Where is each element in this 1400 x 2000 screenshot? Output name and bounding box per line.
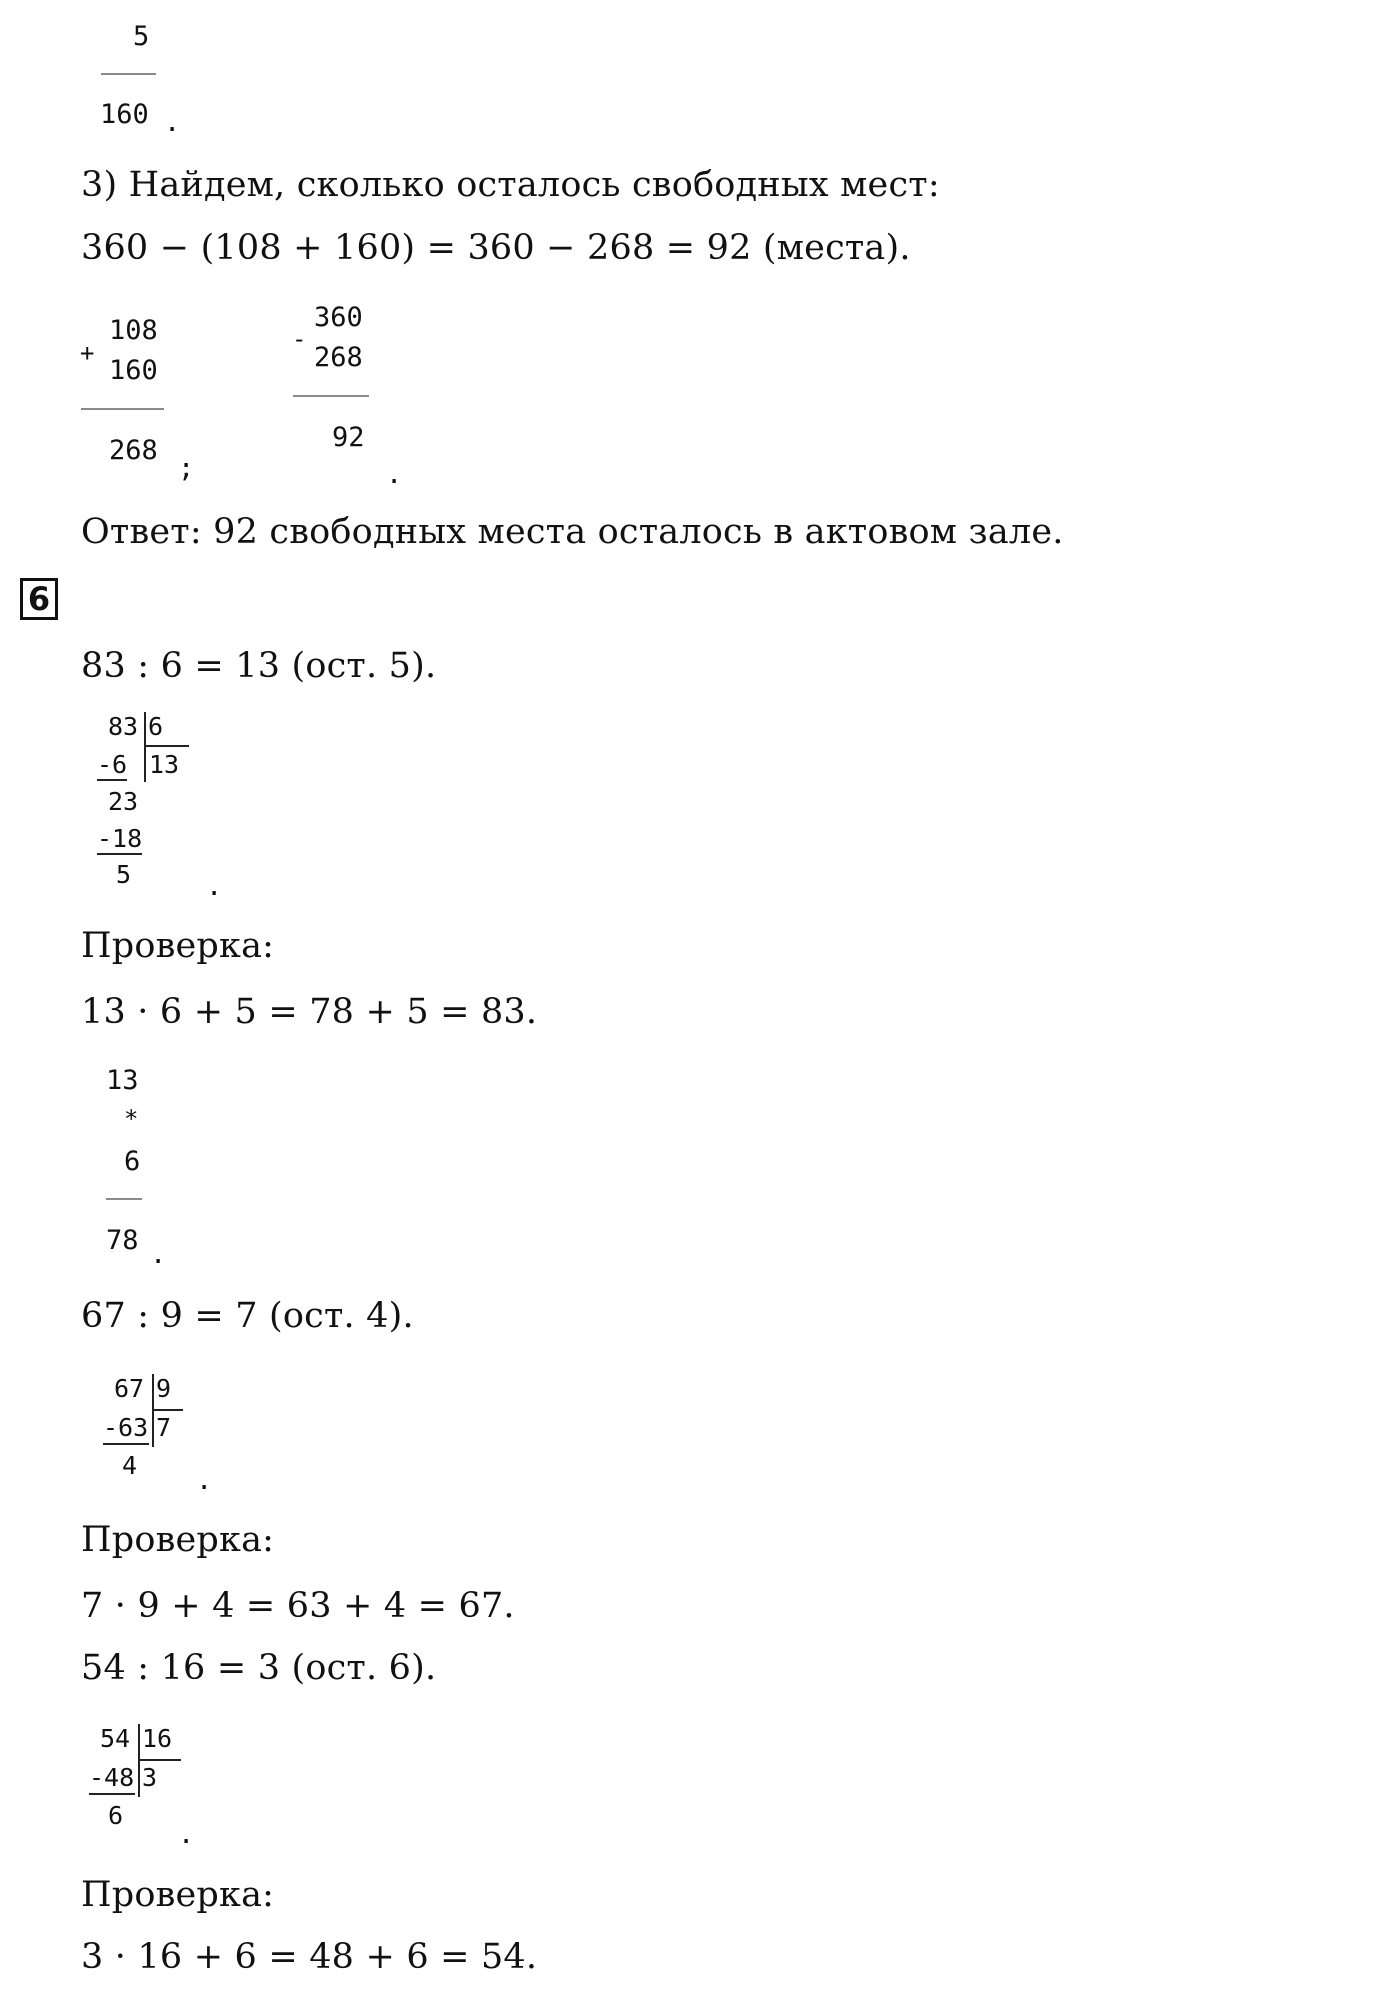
div1-sub2: -18 [97, 824, 143, 853]
div3-end: . [178, 1819, 195, 1850]
div1-quotient: 13 [149, 750, 180, 779]
task-number-badge: 6 [20, 578, 58, 620]
mult-end: . [150, 1239, 167, 1270]
div2-quotient: 7 [156, 1413, 172, 1442]
div1-sub1-line [97, 779, 127, 781]
check-label-3: Проверка: [81, 1875, 275, 1915]
calc-top-line [101, 73, 156, 75]
div1-bar [144, 712, 146, 782]
div2-rem1: 4 [122, 1451, 138, 1480]
mult-result: 78 [106, 1225, 139, 1256]
step3-answer: Ответ: 92 свободных места осталось в актовом зале. [81, 512, 1064, 552]
check3-equation: 3 · 16 + 6 = 48 + 6 = 54. [81, 1937, 538, 1977]
div2-dividend: 67 [114, 1374, 145, 1403]
addition-line [81, 408, 164, 410]
mult-sign: * [124, 1105, 139, 1133]
div2-sub1-line [103, 1443, 149, 1445]
check-label-1: Проверка: [81, 926, 275, 966]
subtraction-bottom: 268 [314, 342, 363, 373]
div2-divisor: 9 [156, 1374, 172, 1403]
div3-sub1: -48 [89, 1763, 135, 1792]
div2-sub1: -63 [103, 1413, 149, 1442]
mult-top: 13 [106, 1065, 139, 1096]
subtraction-sign: - [292, 325, 307, 353]
div1-divisor: 6 [148, 712, 164, 741]
addition-bottom: 160 [109, 355, 158, 386]
div2-equation: 67 : 9 = 7 (ост. 4). [81, 1296, 414, 1336]
div3-divisor: 16 [142, 1724, 173, 1753]
div2-end: . [196, 1465, 213, 1496]
check-label-2: Проверка: [81, 1520, 275, 1560]
check2-equation: 7 · 9 + 4 = 63 + 4 = 67. [81, 1586, 515, 1626]
div3-rem1: 6 [108, 1801, 124, 1830]
subtraction-end: . [386, 459, 403, 490]
subtraction-result: 92 [332, 422, 365, 453]
mult-line [106, 1198, 142, 1200]
subtraction-top: 360 [314, 302, 363, 333]
step3-equation: 360 − (108 + 160) = 360 − 268 = 92 (места). [81, 228, 911, 268]
step3-text: 3) Найдем, сколько осталось свободных мест: [81, 165, 940, 205]
div1-end: . [206, 871, 223, 902]
div3-dividend: 54 [100, 1724, 131, 1753]
div1-sub1: -6 [97, 750, 128, 779]
calc-top-result: 160 [100, 99, 149, 130]
check1-equation: 13 · 6 + 5 = 78 + 5 = 83. [81, 992, 538, 1032]
div3-equation: 54 : 16 = 3 (ост. 6). [81, 1648, 437, 1688]
div1-dividend: 83 [108, 712, 139, 741]
div1-rem1: 23 [108, 787, 139, 816]
addition-top: 108 [109, 315, 158, 346]
calc-top-end: . [164, 107, 181, 138]
div1-equation: 83 : 6 = 13 (ост. 5). [81, 646, 437, 686]
div1-divisor-line [145, 745, 189, 747]
calc-top-digit: 5 [133, 21, 150, 52]
subtraction-line [293, 395, 369, 397]
div3-sub1-line [89, 1793, 135, 1795]
addition-result: 268 [109, 435, 158, 466]
addition-sign: + [80, 339, 95, 367]
mult-bottom: 6 [124, 1146, 141, 1177]
div1-rem2: 5 [116, 860, 132, 889]
div3-quotient: 3 [142, 1763, 158, 1792]
addition-end: ; [178, 453, 195, 484]
div1-sub2-line [97, 853, 142, 855]
